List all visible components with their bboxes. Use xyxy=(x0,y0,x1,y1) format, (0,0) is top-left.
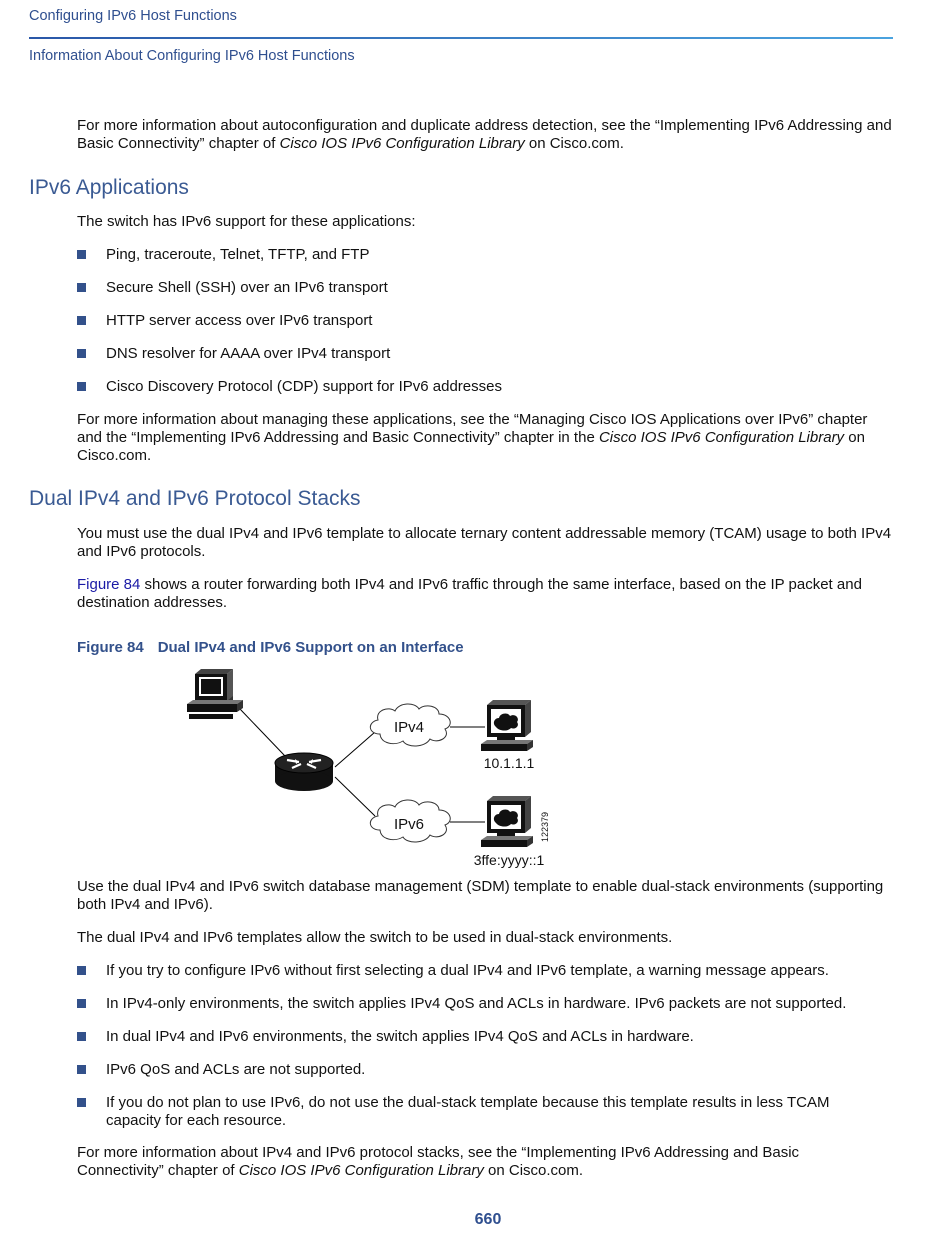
dual-more-info: For more information about IPv4 and IPv6 protocol stacks, see the “Implementing IPv6 Addressing and Basic Connectivity” chapter of Cisco IOS IPv6 Configuration Library on Cisco.com. xyxy=(77,1144,800,1179)
bullet-square-icon xyxy=(77,1065,86,1074)
list-item: Secure Shell (SSH) over an IPv6 transport xyxy=(77,279,893,297)
cloud-ipv6-label: IPv6 xyxy=(393,816,425,833)
bullet-square-icon xyxy=(77,316,86,325)
ipv4-host-icon xyxy=(481,700,533,751)
list-item: DNS resolver for AAAA over IPv4 transport xyxy=(77,345,893,363)
intro-paragraph: For more information about autoconfiguration and duplicate address detection, see the “Implementing IPv6 Addressing and Basic Connectivity” chapter of Cisco IOS IPv6 Configuration Library on Cisco.com. xyxy=(77,117,892,152)
figure-link[interactable]: Figure 84 xyxy=(77,576,141,593)
bullet-square-icon xyxy=(77,966,86,975)
ipv6-address-label: 3ffe:yyyy::1 xyxy=(473,852,545,868)
list-item: HTTP server access over IPv6 transport xyxy=(77,312,893,330)
running-header-subtitle: Information About Configuring IPv6 Host Functions xyxy=(29,48,355,64)
section-heading-dual-stacks: Dual IPv4 and IPv6 Protocol Stacks xyxy=(29,487,361,510)
list-item: If you try to configure IPv6 without first selecting a dual IPv4 and IPv6 template, a warning message appears. xyxy=(77,962,893,980)
figure-number: Figure 84 xyxy=(77,639,144,656)
dual-list xyxy=(77,962,893,1130)
page-number: 660 xyxy=(474,1211,502,1228)
ipv6-host-icon xyxy=(481,796,533,847)
bullet-square-icon xyxy=(77,349,86,358)
apps-lead: The switch has IPv6 support for these applications: xyxy=(77,213,416,230)
bullet-square-icon xyxy=(77,999,86,1008)
figure-caption xyxy=(77,639,464,656)
dual-p1: You must use the dual IPv4 and IPv6 template to allocate ternary content addressable memory (TCAM) usage to both IPv4 and IPv6 protocols. xyxy=(77,525,892,560)
bullet-square-icon xyxy=(77,382,86,391)
list-item: Ping, traceroute, Telnet, TFTP, and FTP xyxy=(77,246,893,264)
list-item: IPv6 QoS and ACLs are not supported. xyxy=(77,1061,893,1079)
apps-more-info: For more information about managing these applications, see the “Managing Cisco IOS Applications over IPv6” chapter and the “Implementing IPv6 Addressing and Basic Connectivity” chapter in the Cisco IOS IPv6 Configuration Library on Cisco.com. xyxy=(77,411,868,464)
dual-p2: Figure 84 shows a router forwarding both IPv4 and IPv6 traffic through the same interface, based on the IP packet and destination addresses. xyxy=(77,576,862,611)
list-item: Cisco Discovery Protocol (CDP) support for IPv6 addresses xyxy=(77,378,893,396)
dual-stack-diagram xyxy=(175,664,565,874)
dual-p4: The dual IPv4 and IPv6 templates allow the switch to be used in dual-stack environments. xyxy=(77,929,673,946)
header-rule xyxy=(29,37,893,39)
cloud-ipv4-label: IPv4 xyxy=(393,719,425,736)
workstation-icon xyxy=(187,669,243,719)
section-heading-ipv6-applications: IPv6 Applications xyxy=(29,176,189,199)
link-router-ipv4 xyxy=(335,732,375,767)
apps-list xyxy=(77,246,893,396)
dual-p3: Use the dual IPv4 and IPv6 switch database management (SDM) template to enable dual-stack environments (supporting both IPv4 and IPv6). xyxy=(77,878,884,913)
bullet-square-icon xyxy=(77,1032,86,1041)
link-pc-router xyxy=(240,709,285,756)
running-header-title: Configuring IPv6 Host Functions xyxy=(29,8,237,24)
ipv4-address-label: 10.1.1.1 xyxy=(483,755,535,771)
link-router-ipv6 xyxy=(335,777,375,816)
list-item: In IPv4-only environments, the switch applies IPv4 QoS and ACLs in hardware. IPv6 packets are not supported. xyxy=(77,995,893,1013)
list-item: If you do not plan to use IPv6, do not use the dual-stack template because this template results in less TCAM capacity for each resource. xyxy=(77,1094,893,1130)
list-item: In dual IPv4 and IPv6 environments, the switch applies IPv4 QoS and ACLs in hardware. xyxy=(77,1028,893,1046)
bullet-square-icon xyxy=(77,283,86,292)
bullet-square-icon xyxy=(77,1098,86,1107)
router-icon xyxy=(275,753,333,791)
figure-title: Dual IPv4 and IPv6 Support on an Interface xyxy=(157,639,464,656)
figure-id-label: 122379 xyxy=(540,811,550,842)
bullet-square-icon xyxy=(77,250,86,259)
